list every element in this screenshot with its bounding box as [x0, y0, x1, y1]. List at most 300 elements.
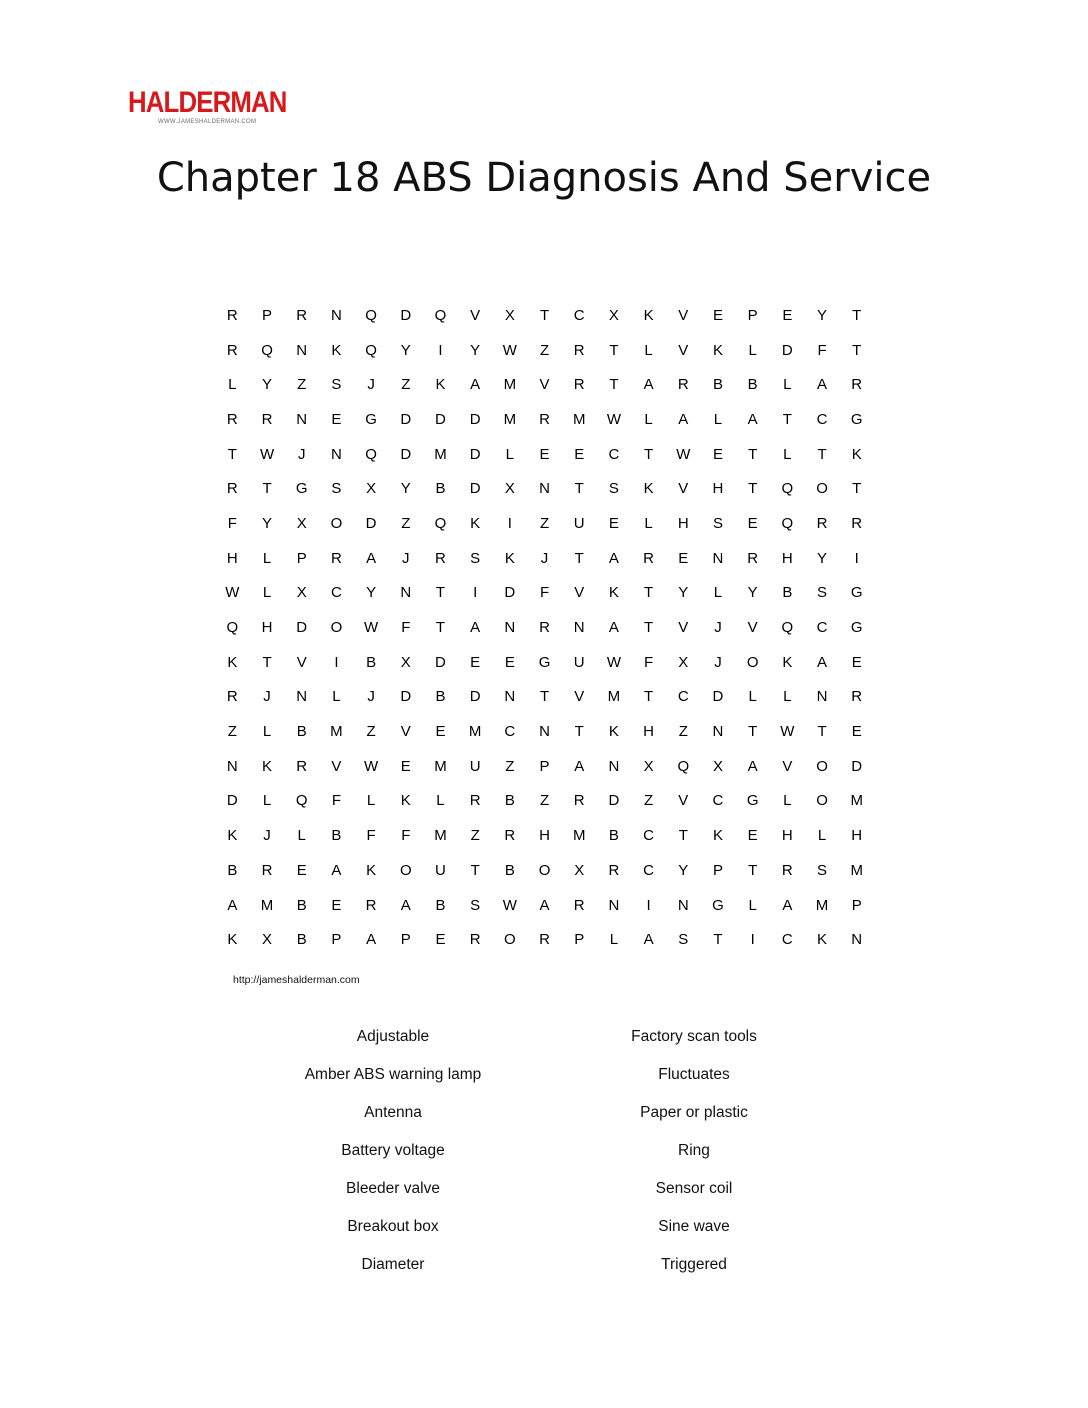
- grid-letter: V: [296, 653, 307, 671]
- grid-letter: N: [504, 688, 516, 706]
- grid-letter: A: [747, 757, 758, 775]
- grid-letter: E: [331, 410, 342, 428]
- grid-letter: X: [574, 861, 585, 879]
- grid-letter: K: [504, 549, 515, 567]
- grid-letter: O: [746, 653, 759, 671]
- grid-letter: Z: [401, 514, 411, 532]
- grid-letter: S: [331, 480, 342, 498]
- grid-letter: C: [504, 723, 516, 741]
- grid-letter: O: [816, 480, 828, 498]
- grid-letter: X: [608, 306, 619, 324]
- grid-letter: T: [435, 584, 446, 602]
- grid-letter: Q: [781, 480, 794, 498]
- grid-letter: P: [539, 757, 550, 775]
- grid-letter: W: [364, 757, 379, 775]
- grid-letter: Q: [677, 757, 690, 775]
- grid-letter: L: [748, 896, 757, 914]
- grid-letter: X: [504, 306, 515, 324]
- grid-letter: G: [538, 653, 551, 671]
- grid-letter: R: [573, 341, 585, 359]
- grid-letter: H: [261, 619, 273, 637]
- grid-letter: S: [608, 480, 619, 498]
- grid-letter: H: [781, 549, 793, 567]
- grid-letter: A: [608, 619, 619, 637]
- grid-letter: L: [748, 688, 757, 706]
- grid-letter: H: [781, 827, 793, 845]
- grid-letter: Z: [227, 723, 237, 741]
- grid-letter: V: [470, 306, 481, 324]
- grid-letter: L: [817, 827, 827, 845]
- grid-letter: L: [262, 723, 272, 741]
- halderman-logo: [128, 86, 287, 126]
- grid-letter: N: [677, 896, 689, 914]
- grid-letter: L: [262, 792, 272, 810]
- grid-letter: R: [573, 896, 585, 914]
- grid-letter: T: [852, 480, 862, 498]
- grid-letter: R: [296, 757, 308, 775]
- grid-letter: N: [226, 757, 238, 775]
- grid-letter: Q: [261, 341, 273, 359]
- grid-letter: I: [334, 653, 339, 671]
- grid-letter: P: [262, 306, 273, 324]
- grid-letter: J: [714, 653, 722, 671]
- grid-letter: R: [226, 480, 238, 498]
- grid-letter: E: [400, 757, 411, 775]
- grid-letter: T: [852, 341, 862, 359]
- grid-letter: K: [643, 480, 654, 498]
- grid-letter: X: [296, 584, 307, 602]
- grid-letter: B: [227, 861, 238, 879]
- grid-letter: N: [608, 896, 620, 914]
- grid-letter: L: [262, 584, 272, 602]
- grid-letter: P: [331, 931, 342, 949]
- grid-letter: Q: [226, 619, 239, 637]
- grid-letter: P: [851, 896, 862, 914]
- grid-letter: X: [504, 480, 515, 498]
- grid-letter: A: [366, 931, 377, 949]
- grid-letter: J: [714, 619, 722, 637]
- grid-letter: I: [646, 896, 651, 914]
- grid-letter: K: [817, 931, 828, 949]
- grid-letter: M: [503, 376, 517, 394]
- grid-letter: R: [677, 376, 689, 394]
- grid-letter: E: [296, 861, 307, 879]
- grid-letter: V: [678, 480, 689, 498]
- grid-letter: E: [539, 445, 550, 463]
- grid-letter: R: [573, 792, 585, 810]
- grid-letter: E: [435, 723, 446, 741]
- grid-letter: Y: [678, 861, 689, 879]
- grid-letter: S: [678, 931, 689, 949]
- grid-letter: X: [296, 514, 307, 532]
- grid-letter: T: [262, 653, 272, 671]
- grid-letter: R: [539, 619, 550, 637]
- grid-letter: T: [574, 549, 584, 567]
- grid-letter: P: [574, 931, 585, 949]
- logo-url: WWW.JAMESHALDERMAN.COM: [158, 119, 257, 125]
- grid-letter: K: [227, 653, 238, 671]
- grid-letter: Z: [470, 827, 480, 845]
- grid-letter: M: [434, 757, 447, 775]
- word-list-item: Breakout box: [347, 1218, 439, 1235]
- grid-letter: T: [539, 306, 550, 324]
- grid-letter: X: [366, 480, 377, 498]
- grid-letter: B: [504, 861, 515, 879]
- grid-letter: R: [226, 306, 238, 324]
- grid-letter: Z: [644, 792, 654, 810]
- grid-letter: T: [435, 619, 446, 637]
- grid-letter: E: [747, 514, 758, 532]
- grid-letter: D: [469, 445, 481, 463]
- grid-letter: I: [750, 931, 755, 949]
- grid-letter: A: [678, 410, 689, 428]
- grid-letter: T: [748, 861, 758, 879]
- grid-letter: K: [262, 757, 273, 775]
- grid-letter: U: [573, 514, 585, 532]
- grid-letter: Y: [262, 376, 273, 394]
- grid-letter: T: [539, 688, 550, 706]
- grid-letter: A: [470, 619, 481, 637]
- grid-letter: T: [609, 341, 619, 359]
- grid-letter: M: [260, 896, 274, 914]
- grid-letter: R: [261, 410, 273, 428]
- logo-wordmark: HALDERMAN: [128, 86, 287, 119]
- grid-letter: E: [435, 931, 446, 949]
- grid-letter: A: [331, 861, 342, 879]
- grid-letter: Q: [365, 306, 377, 324]
- grid-letter: T: [644, 619, 654, 637]
- grid-letter: L: [644, 341, 653, 359]
- grid-letter: T: [262, 480, 272, 498]
- grid-letter: A: [817, 653, 828, 671]
- grid-letter: B: [435, 688, 446, 706]
- grid-letter: K: [470, 514, 481, 532]
- word-list-item: Sine wave: [658, 1218, 730, 1235]
- grid-letter: K: [608, 723, 619, 741]
- grid-letter: O: [399, 861, 412, 879]
- grid-letter: F: [539, 584, 550, 602]
- grid-letter: S: [817, 584, 828, 602]
- grid-letter: J: [402, 549, 410, 567]
- grid-letter: Y: [400, 341, 411, 359]
- grid-letter: L: [713, 410, 723, 428]
- grid-letter: N: [851, 931, 863, 949]
- grid-letter: O: [816, 757, 828, 775]
- grid-letter: V: [678, 792, 689, 810]
- grid-letter: A: [539, 896, 550, 914]
- grid-letter: P: [296, 549, 307, 567]
- grid-letter: G: [365, 410, 377, 428]
- grid-letter: D: [400, 445, 412, 463]
- grid-letter: R: [573, 376, 585, 394]
- grid-letter: L: [713, 584, 723, 602]
- word-list-item: Antenna: [364, 1104, 422, 1121]
- grid-letter: H: [226, 549, 238, 567]
- word-list-item: Paper or plastic: [640, 1104, 748, 1121]
- grid-letter: X: [678, 653, 689, 671]
- grid-letter: L: [644, 410, 653, 428]
- grid-letter: K: [851, 445, 862, 463]
- grid-letter: R: [261, 861, 273, 879]
- grid-letter: C: [643, 827, 655, 845]
- grid-letter: N: [296, 410, 308, 428]
- grid-letter: A: [643, 931, 654, 949]
- grid-letter: L: [783, 376, 792, 394]
- grid-letter: G: [850, 410, 863, 428]
- grid-letter: O: [504, 931, 516, 949]
- grid-letter: N: [712, 549, 724, 567]
- grid-letter: T: [678, 827, 688, 845]
- grid-letter: G: [746, 792, 759, 810]
- grid-letter: L: [644, 514, 653, 532]
- grid-letter: M: [607, 688, 621, 706]
- grid-letter: M: [434, 445, 447, 463]
- grid-letter: L: [748, 341, 757, 359]
- grid-letter: B: [504, 792, 515, 810]
- grid-letter: R: [816, 514, 828, 532]
- grid-letter: N: [712, 723, 724, 741]
- grid-letter: T: [470, 861, 480, 879]
- grid-letter: G: [850, 619, 863, 637]
- word-list-item: Amber ABS warning lamp: [304, 1066, 482, 1083]
- grid-letter: B: [435, 896, 446, 914]
- grid-letter: R: [469, 931, 481, 949]
- grid-letter: J: [367, 688, 375, 706]
- grid-letter: X: [712, 757, 723, 775]
- grid-letter: M: [434, 827, 447, 845]
- grid-letter: A: [747, 410, 758, 428]
- grid-letter: D: [469, 410, 481, 428]
- grid-letter: J: [540, 549, 549, 567]
- grid-letter: C: [712, 792, 724, 810]
- grid-letter: Q: [781, 619, 794, 637]
- grid-letter: T: [748, 723, 758, 741]
- grid-letter: V: [747, 619, 758, 637]
- grid-letter: Y: [400, 480, 411, 498]
- grid-letter: H: [643, 723, 655, 741]
- grid-letter: E: [504, 653, 515, 671]
- grid-letter: D: [469, 480, 481, 498]
- grid-letter: K: [227, 931, 238, 949]
- grid-letter: L: [436, 792, 445, 810]
- grid-letter: A: [400, 896, 411, 914]
- grid-letter: L: [783, 688, 792, 706]
- grid-letter: U: [573, 653, 585, 671]
- grid-letter: R: [469, 792, 481, 810]
- grid-letter: O: [816, 792, 828, 810]
- grid-letter: V: [678, 619, 689, 637]
- word-list-item: Diameter: [361, 1256, 425, 1273]
- grid-letter: L: [297, 827, 306, 845]
- grid-letter: E: [678, 549, 689, 567]
- grid-letter: C: [643, 861, 655, 879]
- grid-letter: Z: [539, 514, 550, 532]
- grid-letter: Q: [365, 445, 377, 463]
- grid-letter: K: [366, 861, 377, 879]
- grid-letter: K: [331, 341, 342, 359]
- grid-letter: T: [574, 723, 584, 741]
- grid-letter: E: [851, 653, 862, 671]
- grid-letter: V: [331, 757, 342, 775]
- grid-letter: B: [782, 584, 793, 602]
- grid-letter: S: [331, 376, 342, 394]
- grid-letter: L: [332, 688, 341, 706]
- grid-letter: T: [817, 445, 827, 463]
- grid-letter: A: [227, 896, 238, 914]
- grid-letter: N: [400, 584, 412, 602]
- grid-letter: T: [609, 376, 619, 394]
- grid-letter: B: [366, 653, 377, 671]
- grid-letter: D: [435, 410, 446, 428]
- grid-letter: P: [712, 861, 723, 879]
- grid-letter: A: [574, 757, 585, 775]
- grid-letter: C: [816, 619, 828, 637]
- grid-letter: E: [470, 653, 481, 671]
- grid-letter: D: [435, 653, 446, 671]
- grid-letter: G: [295, 480, 308, 498]
- grid-letter: B: [296, 931, 307, 949]
- grid-letter: O: [330, 514, 343, 532]
- grid-letter: E: [331, 896, 342, 914]
- grid-letter: Z: [678, 723, 688, 741]
- grid-letter: O: [538, 861, 551, 879]
- grid-letter: T: [644, 445, 654, 463]
- grid-letter: F: [401, 827, 411, 845]
- grid-letter: Z: [366, 723, 376, 741]
- grid-letter: X: [643, 757, 654, 775]
- grid-letter: U: [435, 861, 446, 879]
- grid-letter: D: [469, 688, 481, 706]
- grid-letter: T: [852, 306, 862, 324]
- grid-letter: S: [817, 861, 828, 879]
- grid-letter: K: [782, 653, 793, 671]
- grid-letter: R: [747, 549, 759, 567]
- grid-letter: S: [470, 549, 481, 567]
- grid-letter: E: [712, 445, 723, 463]
- grid-letter: A: [817, 376, 828, 394]
- grid-letter: T: [782, 410, 792, 428]
- grid-letter: V: [678, 306, 689, 324]
- grid-letter: T: [817, 723, 827, 741]
- grid-letter: Y: [817, 306, 828, 324]
- grid-letter: D: [712, 688, 724, 706]
- grid-letter: Q: [434, 514, 447, 532]
- grid-letter: A: [608, 549, 619, 567]
- grid-letter: Y: [470, 341, 481, 359]
- grid-letter: A: [782, 896, 793, 914]
- grid-letter: Q: [295, 792, 308, 810]
- grid-letter: L: [783, 445, 792, 463]
- grid-letter: W: [502, 341, 517, 359]
- grid-letter: N: [608, 757, 620, 775]
- grid-letter: U: [469, 757, 481, 775]
- grid-letter: N: [573, 619, 585, 637]
- grid-letter: Q: [434, 306, 447, 324]
- grid-letter: N: [296, 341, 308, 359]
- grid-letter: F: [401, 619, 411, 637]
- grid-letter: R: [608, 861, 620, 879]
- grid-letter: D: [851, 757, 863, 775]
- grid-letter: G: [850, 584, 863, 602]
- grid-letter: T: [713, 931, 723, 949]
- word-list-item: Ring: [678, 1142, 710, 1159]
- grid-letter: D: [400, 688, 412, 706]
- grid-letter: Z: [297, 376, 307, 394]
- grid-letter: V: [678, 341, 689, 359]
- grid-letter: N: [539, 480, 550, 498]
- grid-letter: E: [608, 514, 619, 532]
- grid-letter: L: [262, 549, 272, 567]
- grid-letter: H: [677, 514, 689, 532]
- grid-letter: X: [400, 653, 411, 671]
- grid-letter: Q: [365, 341, 377, 359]
- grid-letter: M: [468, 723, 482, 741]
- grid-letter: P: [400, 931, 411, 949]
- grid-letter: M: [815, 896, 829, 914]
- grid-letter: C: [816, 410, 828, 428]
- grid-letter: J: [297, 445, 306, 463]
- grid-letter: T: [644, 584, 654, 602]
- grid-letter: W: [606, 653, 621, 671]
- grid-letter: C: [781, 931, 793, 949]
- grid-letter: T: [227, 445, 237, 463]
- word-list-item: Factory scan tools: [631, 1028, 757, 1045]
- grid-letter: K: [227, 827, 238, 845]
- grid-letter: D: [608, 792, 620, 810]
- word-list-item: Battery voltage: [341, 1142, 445, 1159]
- grid-letter: R: [851, 514, 863, 532]
- grid-letter: C: [573, 306, 585, 324]
- grid-letter: W: [259, 445, 275, 463]
- grid-letter: E: [851, 723, 862, 741]
- grid-letter: C: [330, 584, 342, 602]
- grid-letter: V: [574, 584, 585, 602]
- grid-letter: B: [747, 376, 758, 394]
- grid-letter: F: [644, 653, 654, 671]
- grid-letter: I: [438, 341, 443, 359]
- page-title: Chapter 18 ABS Diagnosis And Service: [156, 155, 932, 201]
- grid-letter: B: [296, 896, 307, 914]
- grid-letter: K: [712, 341, 723, 359]
- grid-letter: W: [780, 723, 795, 741]
- grid-letter: N: [539, 723, 550, 741]
- grid-letter: Y: [262, 514, 273, 532]
- grid-letter: M: [503, 410, 517, 428]
- grid-letter: K: [712, 827, 723, 845]
- grid-letter: F: [817, 341, 827, 359]
- word-list-item: Fluctuates: [658, 1066, 730, 1083]
- grid-letter: E: [574, 445, 585, 463]
- grid-letter: R: [851, 376, 863, 394]
- grid-letter: R: [504, 827, 516, 845]
- grid-letter: M: [850, 792, 863, 810]
- grid-letter: Z: [539, 792, 550, 810]
- grid-letter: K: [400, 792, 411, 810]
- grid-letter: L: [783, 792, 792, 810]
- grid-letter: X: [262, 931, 273, 949]
- source-url: http://jameshalderman.com: [233, 974, 360, 986]
- grid-letter: L: [228, 376, 237, 394]
- grid-letter: M: [330, 723, 343, 741]
- grid-letter: H: [851, 827, 863, 845]
- grid-letter: O: [330, 619, 343, 637]
- grid-letter: D: [781, 341, 793, 359]
- grid-letter: B: [331, 827, 342, 845]
- grid-letter: D: [504, 584, 516, 602]
- word-search-grid: [215, 298, 874, 957]
- grid-letter: W: [502, 896, 517, 914]
- grid-letter: B: [608, 827, 619, 845]
